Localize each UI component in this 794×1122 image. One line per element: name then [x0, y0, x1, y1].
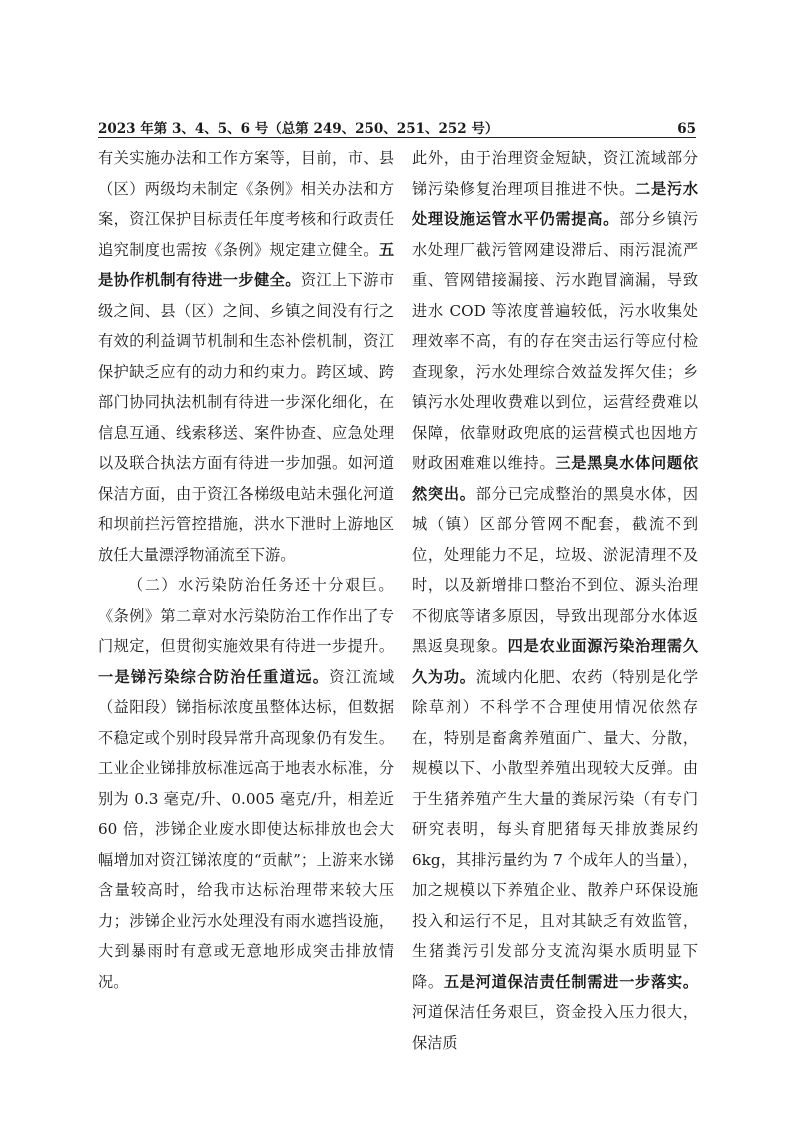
issue-info: 2023 年第 3、4、5、6 号（总第 249、250、251、252 号） [98, 121, 499, 137]
body-text: 《条例》第二章对水污染防治工作作出了专门规定，但贯彻实施效果有待进一步提升。 [98, 606, 394, 655]
running-header [98, 117, 696, 137]
body-text: 资江流域（益阳段）锑指标浓度虽整体达标，但数据不稳定或个别时段异常升高现象仍有发生。工业企业锑排放标准远高于地表水标准，分别为 0.3 毫克/升、0.005 毫克/升，相差近 60 倍，涉锑企业废水即使达标排放也会大幅增加对资江锑浓度的“贡献”；上游来水锑含量较高时，给我市达标治理带来较大压力；涉锑企业污水处理没有雨水遮挡设施，大到暴雨时有意或无意地形成突击排放情况。 [98, 667, 395, 991]
bold-point: 五是河道保洁责任制需进一步落实。 [443, 972, 699, 991]
paragraph [412, 143, 698, 1058]
left-column [98, 143, 394, 997]
body-text: 部分乡镇污水处理厂截污管网建设滞后、雨污混流严重、管网错接漏接、污水跑冒滴漏，导致进水 COD 等浓度普遍较低，污水收集处理效率不高，有的存在突击运行等应付检查现象，污水处理综合效益发挥欠佳；乡镇污水处理收费难以到位，运营经费难以保障，依靠财政兜底的运营模式也因地方财政困难难以维持。 [412, 210, 699, 472]
body-text: 此外，由于治理资金短缺，资江流域部分锑污染修复治理项目推进不快。 [412, 149, 698, 198]
body-text: 资江上下游市级之间、县（区）之间、乡镇之间没有行之有效的利益调节机制和生态补偿机制，资江保护缺乏应有的动力和约束力。跨区域、跨部门协同执法机制有待进一步深化细化，在信息互通、线索移送、案件协查、应急处理以及联合执法方面有待进一步加强。如河道保洁方面，由于资江各梯级电站未强化河道和坝前拦污管控措施，洪水下泄时上游地区放任大量漂浮物涌流至下游。 [98, 271, 395, 564]
body-text: 河道保洁任务艰巨，资金投入压力很大，保洁质 [412, 1003, 698, 1052]
page-number: 65 [677, 121, 696, 137]
bold-point: 四是农业面源污染治理需久久为功。 [412, 637, 699, 686]
paragraph [98, 143, 394, 570]
body-text: 部分已完成整治的黑臭水体，因城（镇）区部分管网不配套，截流不到位，处理能力不足，垃圾、淤泥清理不及时，以及新增排口整治不到位、源头治理不彻底等诸多原因，导致出现部分水体返黑返臭现象。 [412, 484, 699, 655]
bold-point: 一是锑污染综合防治任重道远。 [98, 667, 330, 686]
right-column [412, 143, 698, 1058]
bold-point: 五是协作机制有待进一步健全。 [98, 240, 394, 289]
bold-point: 三是黑臭水体问题依然突出。 [412, 454, 699, 503]
bold-point: 二是污水处理设施运管水平仍需提高。 [412, 179, 699, 228]
header-rule [98, 137, 696, 138]
section-heading: （二）水污染防治任务还十分艰巨。 [128, 576, 394, 594]
body-text: 流域内化肥、农药（特别是化学除草剂）不科学不合理使用情况依然存在，特别是畜禽养殖面广、量大、分散，规模以下、小散型养殖出现较大反弹。由于生猪养殖产生大量的粪尿污染（有专门研究表明，每头育肥猪每天排放粪尿约 6kg，其排污量约为 7 个成年人的当量），加之规模以下养殖企业、散养户环保设施投入和运行不足，且对其缺乏有效监管，生猪粪污引发部分支流沟渠水质明显下降。 [412, 667, 699, 991]
paragraph [98, 570, 394, 997]
body-text: 有关实施办法和工作方案等，目前，市、县（区）两级均未制定《条例》相关办法和方案，资江保护目标责任年度考核和行政责任追究制度也需按《条例》规定建立健全。 [98, 149, 394, 259]
